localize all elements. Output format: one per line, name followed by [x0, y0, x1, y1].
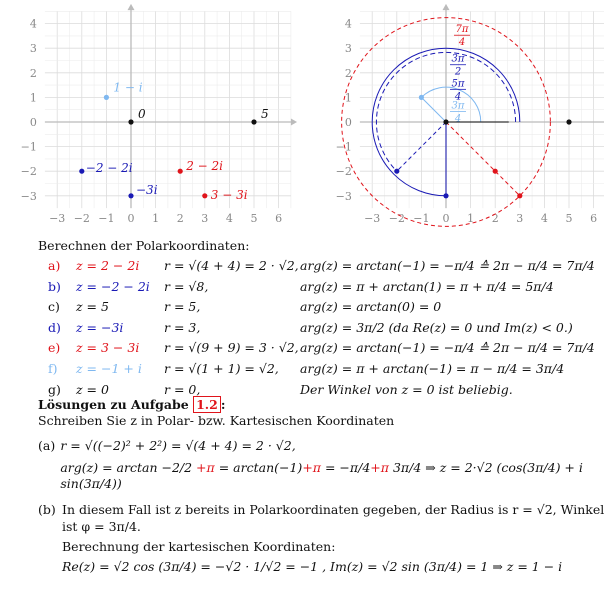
solution-r: r = √8,: [164, 278, 209, 294]
right-x-tick: 4: [540, 212, 548, 226]
section-intro: Schreiben Sie z in Polar- bzw. Kartesischen Koordinaten: [38, 413, 395, 429]
solution-r: r = √(4 + 4) = 2 · √2,: [164, 258, 299, 273]
label-3pi-4-den: 4: [454, 113, 462, 125]
point: [128, 119, 133, 124]
left-x-tick: −3: [49, 212, 66, 226]
solution-row: [38, 340, 598, 361]
right-x-tick: −1: [413, 212, 430, 226]
part-b-label: (b): [38, 502, 56, 518]
solutions-heading: Berechnen der Polarkoordinaten:: [38, 238, 250, 253]
left-plot: [0, 0, 300, 230]
right-x-tick: 2: [491, 212, 499, 226]
part-a: [38, 438, 604, 493]
solution-arg: arg(z) = arctan(−1) = −π/4 ≙ 2π − π/4 = 7π/4: [300, 340, 595, 356]
part-a-line2-end: 3π/4 ⇒ z = 2·√2 (cos(3π/4) + i sin(3π/4)): [60, 459, 583, 491]
left-x-tick: 2: [176, 212, 184, 226]
right-y-tick: −3: [335, 189, 352, 203]
point-label: 3 − 3i: [210, 187, 248, 202]
section-title: [38, 397, 604, 413]
left-y-tick: −3: [20, 189, 37, 203]
left-y-tick: 4: [29, 17, 37, 31]
solution-label: e): [48, 340, 61, 356]
right-x-tick: −3: [364, 212, 381, 226]
point-label: −2 − 2i: [85, 161, 133, 176]
label-7pi-4-den: 4: [458, 37, 466, 49]
left-y-tick: −1: [20, 140, 37, 154]
section-1-2: [38, 397, 604, 575]
point: [104, 95, 109, 100]
left-x-tick: 4: [225, 212, 233, 226]
left-x-tick: 3: [201, 212, 209, 226]
point-label: −3i: [136, 182, 158, 197]
point-label: 1 − i: [113, 80, 143, 95]
point: [443, 119, 448, 124]
point: [566, 119, 571, 124]
left-y-axis-arrow: [128, 4, 135, 10]
right-x-tick: −2: [388, 212, 405, 226]
left-x-tick: 0: [127, 212, 135, 226]
solutions-rows: [38, 258, 598, 402]
solution-z: z = 0: [76, 381, 109, 397]
point: [202, 193, 207, 198]
right-y-tick: 0: [344, 116, 352, 129]
point: [517, 193, 522, 198]
left-x-tick: 5: [250, 212, 258, 226]
solution-label: g): [48, 381, 61, 397]
left-x-tick: 1: [152, 212, 160, 226]
left-axes: [45, 4, 297, 208]
right-x-tick: 0: [442, 212, 450, 226]
right-y-axis-arrow: [443, 4, 450, 10]
label-7pi-4-num: 7π: [455, 24, 469, 36]
solution-z: z = −2 − 2i: [76, 278, 150, 294]
left-x-axis-arrow: [291, 119, 297, 126]
right-x-tick: 3: [516, 212, 524, 226]
part-a-plus-pi-2: +π: [302, 459, 322, 475]
point: [394, 169, 399, 174]
point-label: 5: [261, 107, 269, 121]
solution-arg: arg(z) = arctan(0) = 0: [300, 299, 442, 315]
point-label: 2 − 2i: [186, 159, 223, 174]
solution-label: c): [48, 299, 60, 315]
solution-arg: Der Winkel von z = 0 ist beliebig.: [300, 381, 513, 397]
point: [178, 169, 183, 174]
part-a-line2-mid: = arctan(−1): [214, 459, 303, 475]
part-b: [38, 502, 604, 575]
solution-row: [38, 320, 598, 341]
point: [493, 169, 498, 174]
solution-label: f): [48, 360, 58, 376]
left-y-tick: −2: [20, 165, 37, 179]
right-y-tick: −2: [335, 165, 352, 179]
left-x-tick: −1: [98, 212, 115, 226]
part-b-line1: In diesem Fall ist z bereits in Polarkoordinaten gegeben, der Radius is r = √2, Winkel: [62, 502, 604, 518]
point: [128, 193, 133, 198]
solution-label: b): [48, 278, 61, 294]
right-x-tick: 1: [467, 212, 475, 226]
solution-row: [38, 258, 598, 279]
part-a-label: (a): [38, 437, 56, 453]
solution-r: r = 0,: [164, 381, 201, 397]
solution-r: r = 3,: [164, 319, 201, 335]
label-3pi-4-num: 3π: [451, 100, 465, 112]
solution-arg: arg(z) = arctan(−1) = −π/4 ≙ 2π − π/4 = 7π/4: [300, 258, 595, 273]
label-5pi-4-num: 5π: [451, 78, 465, 90]
right-y-tick: −1: [335, 140, 352, 154]
left-y-tick: 2: [29, 66, 37, 80]
left-grid: [45, 11, 291, 208]
right-y-tick: 1: [344, 91, 352, 105]
part-b-line3: Berechnung der kartesischen Koordinaten:: [62, 538, 336, 554]
right-y-tick: 2: [344, 66, 352, 80]
part-b-line2: ist φ = 3π/4.: [62, 518, 141, 534]
right-y-tick: 4: [344, 17, 352, 31]
label-3pi-2-num: 3π: [451, 53, 465, 65]
point: [443, 193, 448, 198]
part-a-line1: r = √((−2)² + 2²) = √(4 + 4) = 2 · √2,: [60, 437, 296, 453]
solution-arg: arg(z) = 3π/2 (da Re(z) = 0 und Im(z) < 0.): [300, 319, 573, 335]
left-x-tick: −2: [73, 212, 90, 226]
polar-solutions: [38, 238, 598, 402]
solution-z: z = 5: [76, 299, 109, 315]
solution-z: z = −1 + i: [76, 360, 142, 376]
solution-row: [38, 279, 598, 300]
solution-r: r = √(1 + 1) = √2,: [164, 360, 279, 376]
solution-arg: arg(z) = π + arctan(1) = π + π/4 = 5π/4: [300, 278, 554, 294]
label-3pi-2-den: 2: [454, 66, 462, 78]
solution-label: a): [48, 258, 61, 273]
left-y-tick: 1: [29, 91, 37, 105]
solution-z: z = 2 − 2i: [76, 258, 140, 273]
part-a-line2-start: arg(z) = arctan −2/2: [60, 459, 197, 475]
label-5pi-4-den: 4: [454, 91, 462, 103]
left-y-tick: 0: [29, 116, 37, 129]
solution-row: [38, 299, 598, 320]
left-x-tick: 6: [275, 212, 283, 226]
part-b-line4: Re(z) = √2 cos (3π/4) = −√2 · 1/√2 = −1 , Im(z) = √2 sin (3π/4) = 1 ⇒ z = 1 − i: [62, 559, 563, 574]
section-title-ref[interactable]: 1.2: [193, 396, 221, 413]
point: [251, 119, 256, 124]
point-label: 0: [138, 107, 146, 121]
solution-label: d): [48, 319, 61, 335]
solution-r: r = √(9 + 9) = 3 · √2,: [164, 340, 299, 356]
solution-arg: arg(z) = π + arctan(−1) = π − π/4 = 3π/4: [300, 360, 565, 376]
right-grid: [360, 11, 604, 208]
solution-z: z = −3i: [76, 319, 124, 335]
part-a-line2-mid2: = −π/4: [321, 459, 371, 475]
solution-r: r = 5,: [164, 299, 201, 315]
part-a-plus-pi-3: +π: [370, 459, 389, 475]
right-x-tick: 6: [590, 212, 598, 226]
part-a-plus-pi-1: +π: [196, 459, 215, 475]
left-y-tick: 3: [29, 42, 37, 56]
solution-z: z = 3 − 3i: [76, 340, 140, 356]
part-a-line2: [60, 460, 604, 493]
right-y-tick: 3: [344, 42, 352, 56]
section-title-prefix: Lösungen zu Aufgabe: [38, 397, 194, 412]
right-x-tick: 5: [565, 212, 573, 226]
section-title-suffix: :: [220, 397, 226, 412]
point: [79, 169, 84, 174]
right-plot: [300, 0, 604, 230]
point: [419, 95, 424, 100]
solution-row: [38, 361, 598, 382]
